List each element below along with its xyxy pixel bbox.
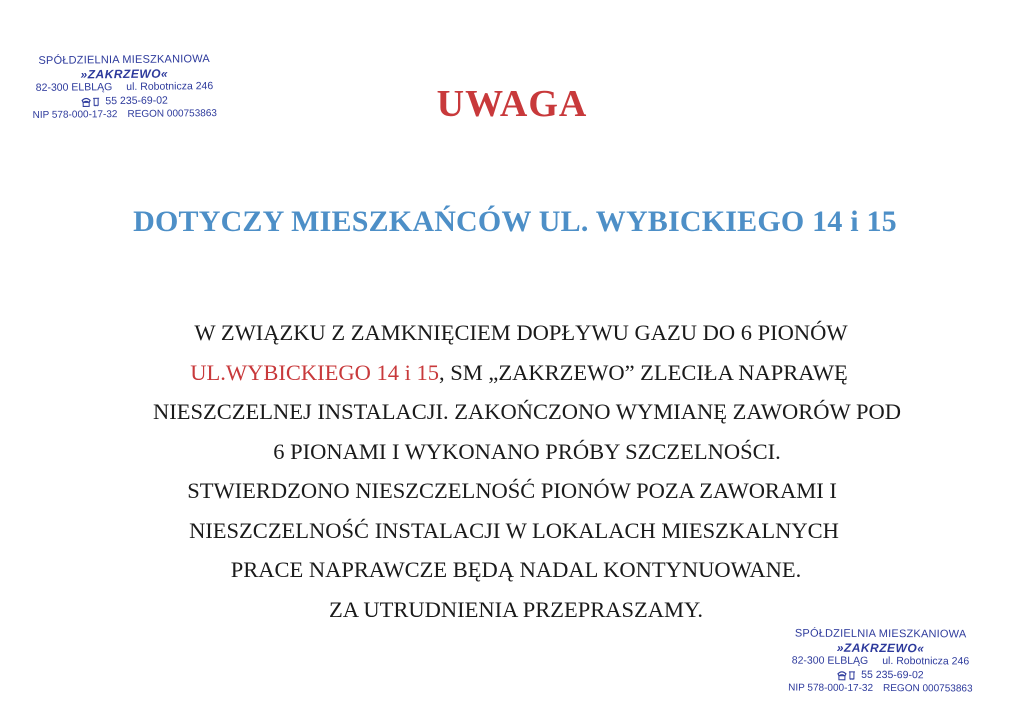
street-highlight: UL.WYBICKIEGO 14 i 15 — [190, 359, 439, 385]
notice-line-7: PRACE NAPRAWCZE BĘDĄ NADAL KONTYNUOWANE. — [230, 557, 802, 582]
notice-line-8: ZA UTRUDNIENIA PRZEPRASZAMY. — [329, 596, 703, 622]
notice-line-5: STWIERDZONO NIESZCZELNOŚĆ PIONÓW POZA ZAWORAMI I — [187, 478, 837, 503]
stamp-street: ul. Robotnicza 246 — [882, 655, 970, 668]
notice-line-2 — [0, 353, 1024, 393]
stamp-ids — [778, 681, 983, 696]
cooperative-stamp-bottom — [778, 627, 983, 696]
stamp-phone-row — [778, 668, 983, 683]
stamp-nip: NIP 578-000-17-32 — [32, 109, 118, 121]
notice-line-2-rest: , SM „ZAKRZEWO” ZLECIŁA NAPRAWĘ — [438, 359, 848, 385]
stamp-address — [778, 654, 983, 669]
stamp-regon: REGON 000753863 — [127, 108, 218, 120]
notice-line-1: W ZWIĄZKU Z ZAMKNIĘCIEM DOPŁYWU GAZU DO 6 PIONÓW — [194, 320, 848, 345]
notice-subtitle: DOTYCZY MIESZKAŃCÓW UL. WYBICKIEGO 14 i 15 — [133, 205, 897, 238]
notice-title: UWAGA — [436, 83, 588, 125]
notice-line-3: NIESZCZELNEJ INSTALACJI. ZAKOŃCZONO WYMIANĘ ZAWORÓW POD — [152, 399, 901, 424]
stamp-org-name: SPÓŁDZIELNIA MIESZKANIOWA — [794, 627, 967, 641]
notice-line-4: 6 PIONAMI I WYKONANO PRÓBY SZCZELNOŚCI. — [273, 438, 781, 464]
stamp-cooperative-name: »ZAKRZEWO« — [80, 66, 169, 81]
stamp-cooperative-name: »ZAKRZEWO« — [836, 640, 925, 655]
stamp-phone: 55 235-69-02 — [105, 94, 168, 107]
stamp-nip: NIP 578-000-17-32 — [788, 682, 874, 694]
stamp-city: 82-300 ELBLĄG — [791, 654, 869, 667]
stamp-regon: REGON 000753863 — [883, 683, 973, 695]
telephone-fax-icon — [837, 670, 857, 681]
notice-line-6: NIESZCZELNOŚĆ INSTALACJI W LOKALACH MIESZKALNYCH — [189, 517, 839, 543]
notice-body — [0, 313, 1024, 629]
stamp-street: ul. Robotnicza 246 — [126, 80, 214, 93]
stamp-city: 82-300 ELBLĄG — [35, 81, 113, 94]
stamp-org-name: SPÓŁDZIELNIA MIESZKANIOWA — [38, 53, 211, 67]
stamp-phone: 55 235-69-02 — [861, 668, 924, 681]
